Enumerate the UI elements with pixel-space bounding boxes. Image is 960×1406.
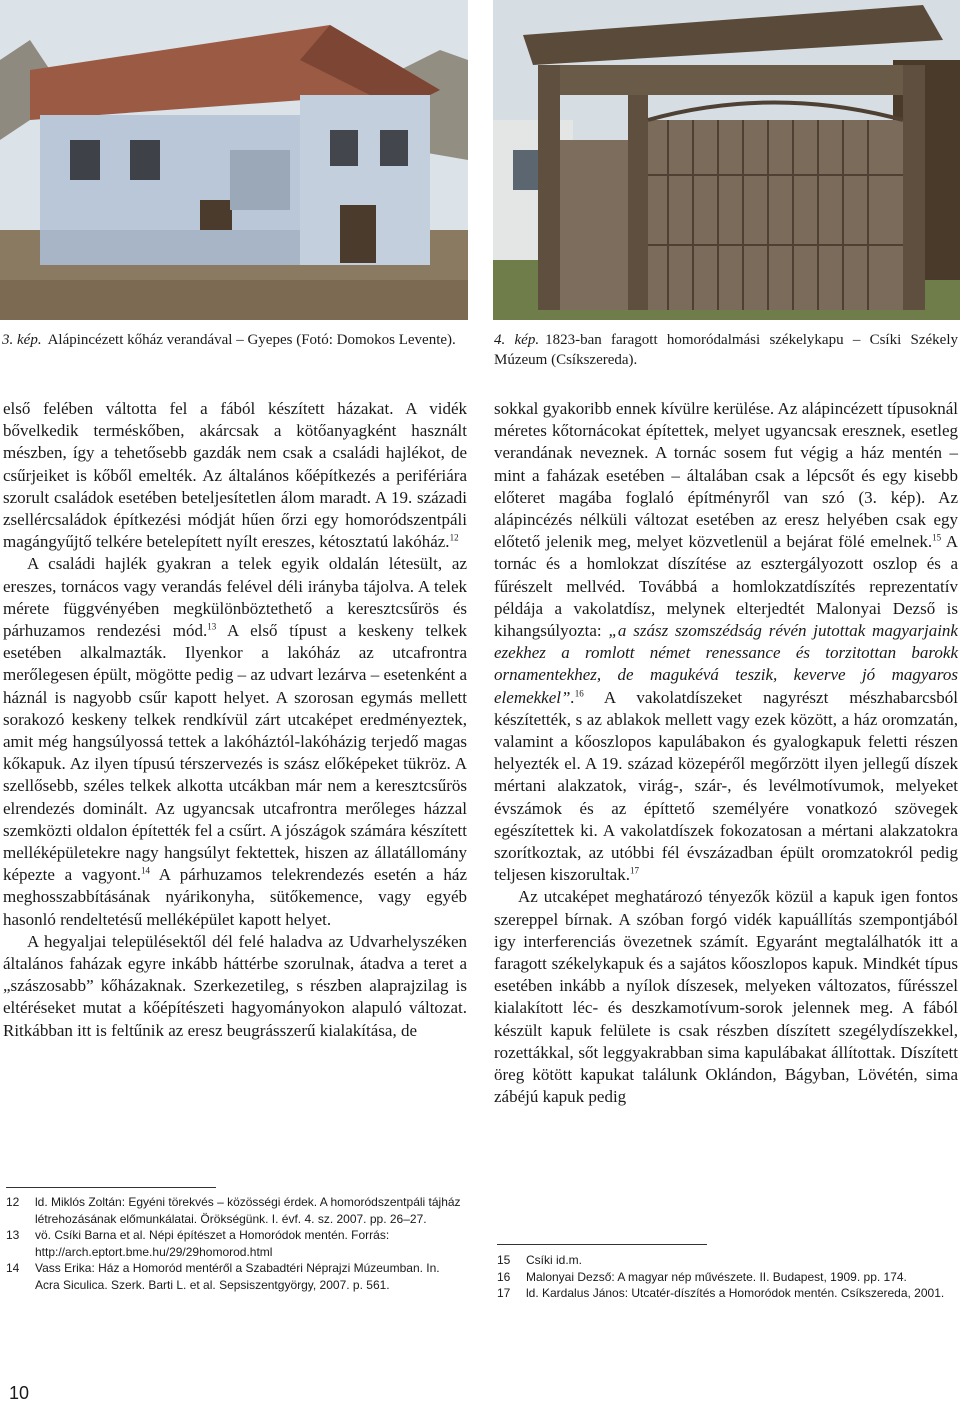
footnote-number: 17 <box>497 1286 511 1300</box>
footnote-text: ld. Kardalus János: Utcatér-díszítés a Homoródok mentén. Csíkszereda, 2001. <box>526 1286 945 1300</box>
footnote-number: 15 <box>497 1253 511 1267</box>
footnote <box>6 1260 464 1293</box>
caption-text: Alápincézett kőház verandával – Gyepes (Fotó: Domokos Levente). <box>47 332 456 348</box>
caption-text: 1823-ban faragott homoródalmási székelykapu – Csíki Székely Múzeum (Csíkszereda). <box>494 332 958 368</box>
footnote-ref[interactable]: 15 <box>932 532 942 543</box>
footnote <box>497 1285 959 1302</box>
text-run: első felében váltotta fel a fából készített házakat. A vidék bővelkedik terméskőben, akárcsak a kötőanyagként használt mészben, így a tehetősebb gazdák nem csak a családi hajlékot, de csűrjeiket is kőből emelték. Az általános kőépítkezés a perifériára szorult családok esetében beteljesítetlen álom maradt. A 19. századi zsellércsaládok építkezési módját hűen őrzi egy homoródszentpáli magángyűjtő telkére betelepített nyílt ereszes, kétosztatú lakóház. <box>3 399 467 552</box>
footnote-text: Csíki id.m. <box>526 1253 583 1267</box>
text-run: sokkal gyakoribb ennek kívülre kerülése. Az alápincézett típusoknál méretes kőtornácokat építettek, melyet ugyancsak eresznek, esetleg verandának neveznek. A tornác sosem fut végig a ház mentén – mint a faházak esetében – általában csak a lépcsőt és egy kisebb előteret magába foglaló építményről van szó (3. kép). Az alápincézés nélküli változat esetében az eresz helyében csak egy előtető jelenik meg, melyet közvetlenül a bejárat fölé emelnek. <box>494 399 958 552</box>
footnote-ref[interactable]: 12 <box>449 532 459 543</box>
body-column-left <box>3 398 467 1042</box>
footnote-number: 13 <box>6 1228 20 1242</box>
figure-caption-4 <box>494 330 958 370</box>
footnote <box>497 1269 959 1286</box>
footnote-text: vö. Csíki Barna et al. Népi építészet a Homoródok mentén. Forrás: http://arch.eptort.bme.hu/29/29homorod.html <box>35 1228 390 1259</box>
footnote-divider <box>6 1187 216 1188</box>
footnote-number: 16 <box>497 1269 511 1284</box>
photo-stone-house <box>0 0 468 320</box>
text-run: A első típust a keskeny telkek esetében alkalmazták. Ilyenkor a lakóház az utcafrontra merőlegesen épült, mögötte pedig – az udvart lezárva – esetenként a háznál is nagyobb csűr kapott helyet. A szorosan egymás mellett sorakozó keskeny telkek rendkívül zárt utcaképet eredményeztek, amit még hangsúlyossá tettek a lakóháztól-lakóházig terjedő magas kőkapuk. Az ilyen típusú térszervezés is szász előképeket tükröz. A szellősebb, széles telkek alkotta utcákban már nem a keresztcsűrös elrendezés dominált. Az ugyancsak utcafrontra merőleges házzal szemközti oldalon építették fel a csűrt. A jószágok számára készített melléképületekre nagy hangsúlyt fektettek, hiszen az állatállomány képezte a vagyont. <box>3 621 468 885</box>
paragraph <box>3 931 467 1042</box>
text-run: A hegyaljai településektől dél felé haladva az Udvarhelyszéken általános faházak egyre inkább háttérbe szorulnak, átadva a teret a „szászosabb” kőházaknak. Szerkezetileg, s részben alaprajzilag is eltéréseket mutat a kőépítészeti hagyományokon alapuló változat. Ritkábban itt is feltűnik az eresz beugrásszerű kialakítása, de <box>3 931 467 1040</box>
footnote-number: 14 <box>6 1261 20 1275</box>
text-run: A családi hajlék gyakran a telek egyik oldalán létesült, az ereszes, tornácos vagy verandás felével déli irányba tájolva. A telek mérete függvényében megkülönböztethető a keresztcsűrös és párhuzamos rendezési mód. <box>3 554 467 641</box>
paragraph <box>3 553 467 930</box>
footnote-divider <box>497 1244 707 1245</box>
text-run: Az utcaképet meghatározó tényezők közül a kapuk igen fontos szereppel bírnak. A szóban forgó vidék kapuállítás szempontjából igy interferenciás övezetnek számít. Egyaránt megtalálhatók itt a faragott székelykapuk és a sajátos kőoszlopos kapuk. Mindkét típus esetében inkább a nyílok díszesek, melyeken változatos, fűrésszel kialakított léc- és deszkamotívum-sorok jelennek meg. A fából készült kapuk felülete is csak részben díszített szegélydíszekkel, rozettákkal, sőt leggyakrabban sima kapulábakat állítottak. Díszített öreg kötött kapukat találunk Oklándon, Bágyban, Lövétén, sima zábéjú kapuk pedig <box>494 887 958 1107</box>
footnotes-right <box>497 1252 959 1302</box>
paragraph <box>3 398 467 553</box>
footnote-text: Malonyai Dezső: A magyar nép művészete. II. Budapest, 1909. pp. 174. <box>526 1269 907 1284</box>
caption-number: 4. kép. <box>494 332 540 348</box>
paragraph <box>494 886 958 1108</box>
caption-number: 3. kép. <box>2 332 42 348</box>
text-run: A vakolatdíszeket nagyrészt mészhabarcsból készítették, s az ablakok mellett vagy ezek között, a ház oromzatán, valamint a kőoszlopos kapulábakon és gyalogkapuk feletti részen helyezték el. A 19. század közepéről megőrzött ilyen jellegű díszek mértani alakzatok, virág-, szár-, és levélmotívumok, melyeket évszámok és az építtető személyére vonatkozó szövegek egészítettek ki. A vakolatdíszek fokozatosan a mértani alakzatokra szorítkoztak, az utóbbi fél évszázadban épült oromzatokról pedig teljesen kiszorultak. <box>494 687 958 885</box>
footnote <box>497 1252 959 1269</box>
quote: „a szász szomszédság révén jutottak magyarjaink ezekhez a romlott német renessance és torzitottan barokk ornamentekhez, de magukévá teszik, keverve jó magyaros elemekkel”. <box>494 621 958 707</box>
page-number: 10 <box>9 1383 30 1403</box>
paragraph <box>494 398 958 886</box>
footnote-text: ld. Miklós Zoltán: Egyéni törekvés – közösségi érdek. A homoródszentpáli tájház létrehozásának előmunkálatai. Örökségünk. I. évf. 4. sz. 2007. pp. 26–27. <box>35 1195 461 1226</box>
footnote-number: 12 <box>6 1195 20 1209</box>
footnote-ref[interactable]: 16 <box>574 687 584 698</box>
footnote <box>6 1227 464 1260</box>
footnote-ref[interactable]: 13 <box>207 621 217 632</box>
figure-caption-3 <box>2 330 466 350</box>
footnote <box>6 1194 464 1227</box>
photo-szekely-gate <box>493 0 960 320</box>
footnote-ref[interactable]: 14 <box>140 865 150 876</box>
body-column-right <box>494 398 958 1109</box>
footnotes-left <box>6 1194 464 1293</box>
text-run: A tornác és a homlokzat díszítése az esztergályozott oszlop és a fűrészelt mellvéd. Továbbá a homlokzatdíszítés reprezentatív példája a vakolatdísz, melynek elterjedtét Malonyai Dezső is kihangsúlyozta: <box>494 532 959 641</box>
footnote-ref[interactable]: 17 <box>629 865 639 876</box>
footnote-text: Vass Erika: Ház a Homoród mentéről a Szabadtéri Néprajzi Múzeumban. In. Acra Siculica. Szerk. Barti L. et al. Sepsiszentgyörgy, 2007. p. 561. <box>35 1261 440 1292</box>
text-run: A párhuzamos telekrendezés esetén a ház meghosszabbításának nyárikonyha, sütőkemence, vagy egyéb hasonló rendeltetésű melléképület kapott helyet. <box>3 865 467 929</box>
